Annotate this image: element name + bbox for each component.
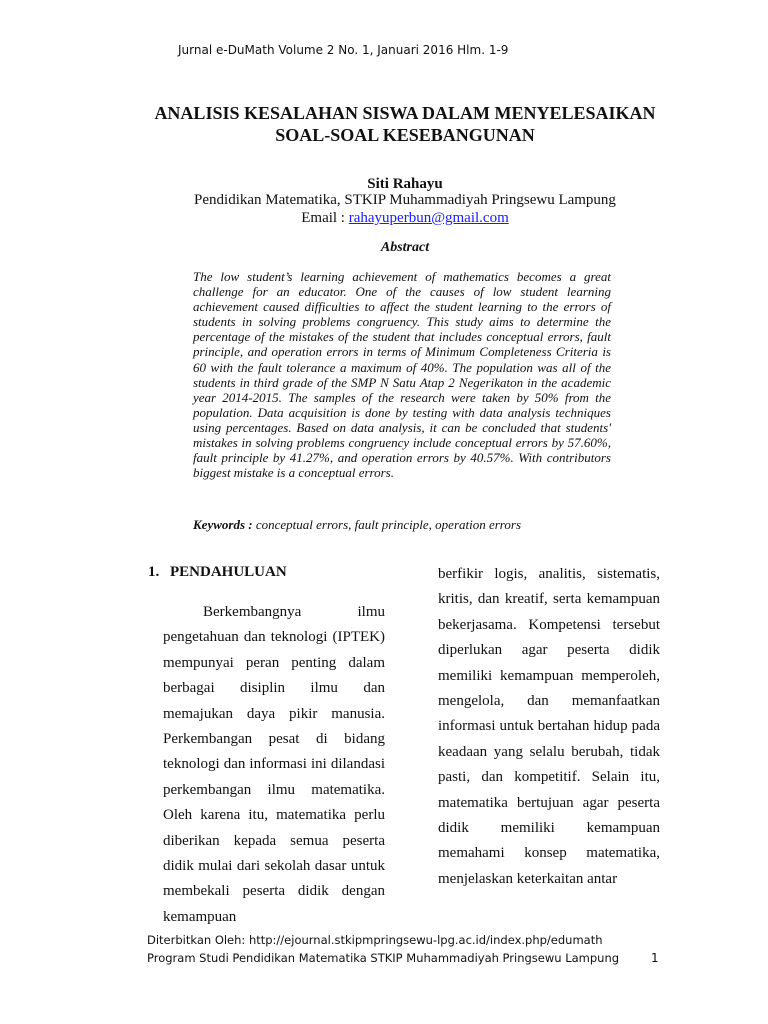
keywords-text: conceptual errors, fault principle, operation errors [252, 517, 521, 532]
email-link[interactable]: rahayuperbun@gmail.com [348, 210, 509, 226]
footer-publisher: Diterbitkan Oleh: http://ejournal.stkipmpringsewu-lpg.ac.id/index.php/edumath [147, 933, 603, 947]
paper-title [100, 102, 710, 146]
footer-program: Program Studi Pendidikan Matematika STKIP Muhammadiyah Pringsewu Lampung [147, 951, 620, 965]
author-email-line [100, 210, 710, 227]
keywords-line [193, 517, 521, 533]
body-column-left: Berkembangnya ilmu pengetahuan dan teknologi (IPTEK) mempunyai peran penting dalam berbagai disiplin ilmu dan memajukan daya pikir manusia. Perkembangan pesat di bidang teknologi dan informasi ini dilandasi perkembangan ilmu matematika. Oleh karena itu, matematika perlu diberikan kepada semua peserta didik mulai dari sekolah dasar untuk membekali peserta didik dengan kemampuan [163, 604, 385, 925]
keywords-label: Keywords : [193, 517, 253, 532]
abstract-text: The low student’s learning achievement of mathematics becomes a great challenge for an educator. One of the causes of low student learning achievement caused difficulties to affect the student learning to the errors of students in solving problems congruency. This study aims to determine the percentage of the mistakes of the student that includes conceptual errors, fault principle, and operation errors in terms of Minimum Completeness Criteria is 60 with the fault tolerance a maximum of 40%. The population was all of the students in third grade of the SMP N Satu Atap 2 Negerikaton in the academic year 2014-2015. The samples of the research were taken by 50% from the population. Data acquisition is done by testing with data analysis techniques using percentages. Based on data analysis, it can be concluded that students' mistakes in solving problems congruency include conceptual errors by 57.60%, fault principle by 41.27%, and operation errors by 40.57%. With contributors biggest mistake is a conceptual errors. [193, 269, 611, 481]
page-number: 1 [651, 951, 659, 965]
author-affiliation: Pendidikan Matematika, STKIP Muhammadiyah Pringsewu Lampung [194, 192, 616, 208]
email-label: Email : [301, 210, 349, 226]
body-column-right: berfikir logis, analitis, sistematis, kritis, dan kreatif, serta kemampuan bekerjasama. Kompetensi tersebut diperlukan agar peserta didik memiliki kemampuan memperoleh, mengelola, dan memanfaatkan informasi untuk bertahan hidup pada keadaan yang selalu berubah, tidak pasti, dan kompetitif. Selain itu, matematika bertujuan agar peserta didik memiliki kemampuan memahami konsep matematika, menjelaskan keterkaitan antar [438, 566, 660, 887]
journal-header: Jurnal e-DuMath Volume 2 No. 1, Januari 2016 Hlm. 1-9 [178, 43, 509, 57]
title-line-2: SOAL-SOAL KESEBANGUNAN [275, 125, 535, 145]
title-line-1: ANALISIS KESALAHAN SISWA DALAM MENYELESAIKAN [154, 103, 656, 123]
section-number: 1. [148, 564, 160, 580]
author-name: Siti Rahayu [367, 176, 443, 192]
section-heading [148, 564, 287, 581]
section-title: PENDAHULUAN [170, 564, 287, 580]
abstract-heading: Abstract [380, 240, 430, 255]
